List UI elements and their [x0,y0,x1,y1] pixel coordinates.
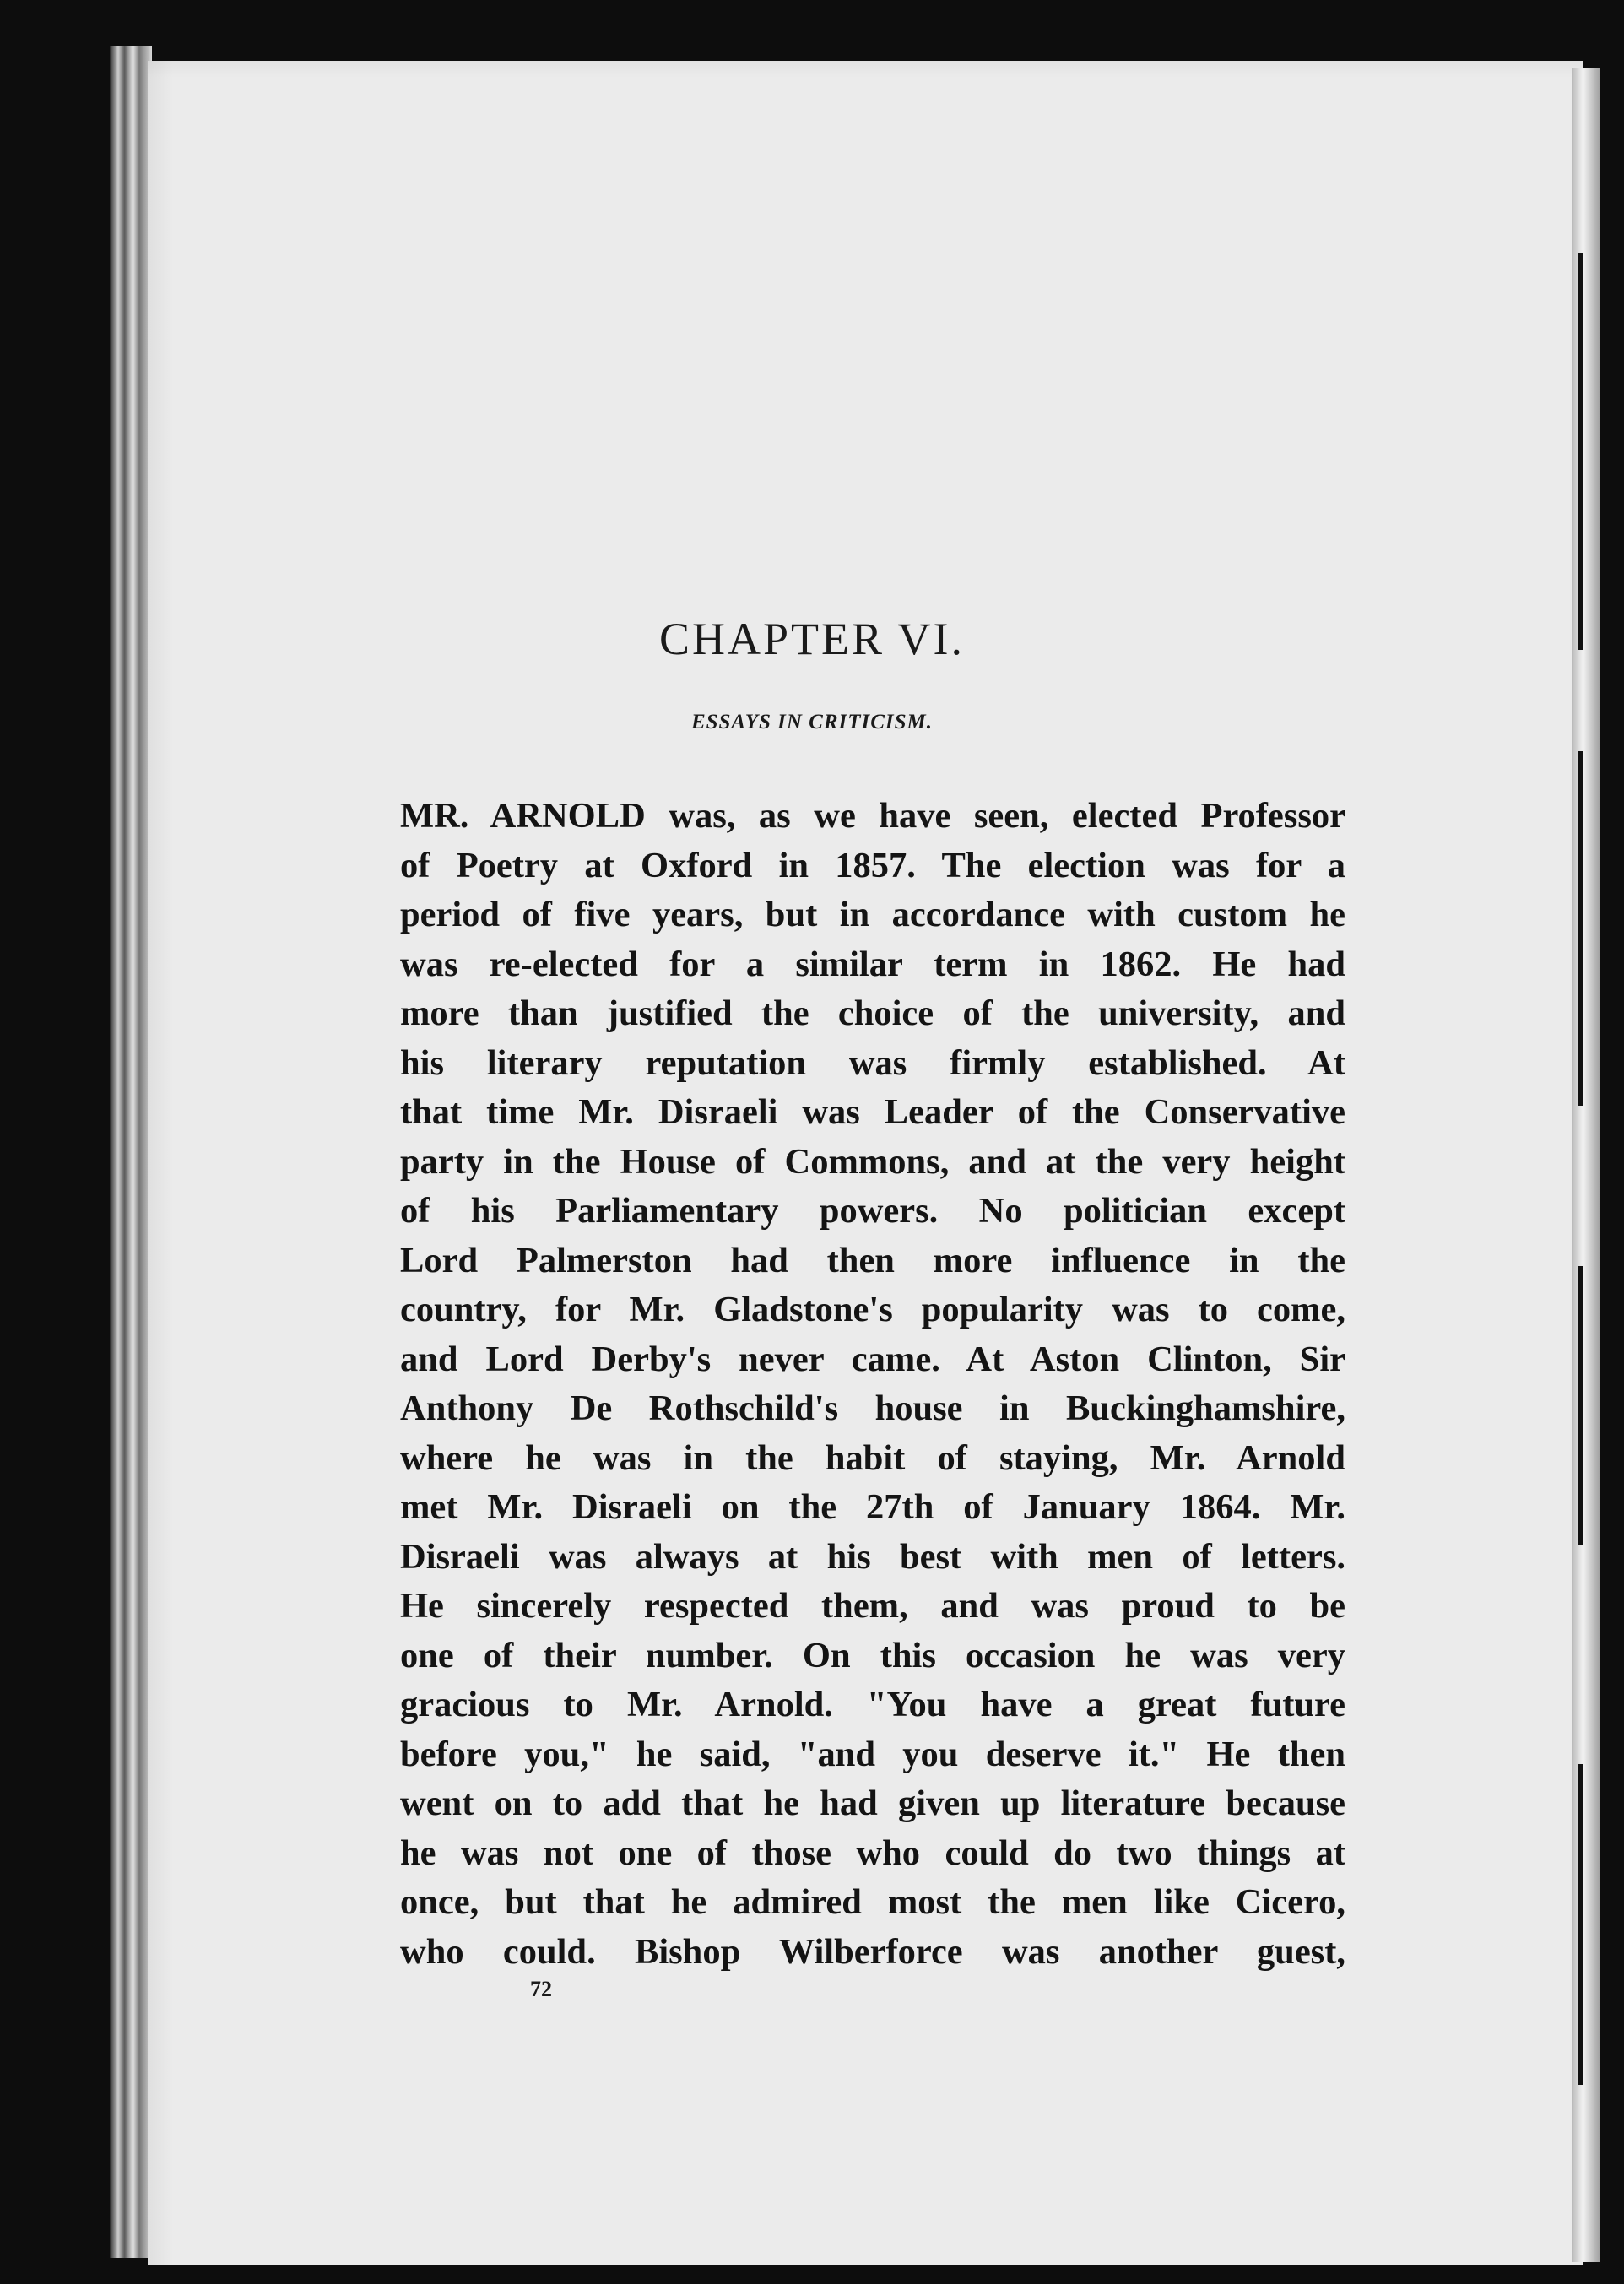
text-line: met Mr. Disraeli on the 27th of January 1864. Mr. [400,1487,1345,1527]
text-line: period of five years, but in accordance with custom he [400,895,1345,934]
page-right-edge [1572,68,1600,2262]
page-edge-mark [1578,1764,1583,2085]
text-line: Disraeli was always at his best with men of letters. [400,1536,1345,1577]
text-line: party in the House of Commons, and at the very height [400,1141,1345,1182]
chapter-heading: CHAPTER VI. [658,614,966,664]
book-binding-gutter [110,46,152,2258]
text-line: went on to add that he had given up literature because [400,1783,1345,1823]
text-line: Anthony De Rothschild's house in Buckinghamshire, [400,1388,1345,1428]
text-line: country, for Mr. Gladstone's popularity was to come, [400,1290,1345,1329]
text-line: who could. Bishop Wilberforce was another guest, [400,1931,1345,1972]
text-line: that time Mr. Disraeli was Leader of the Conservative [400,1092,1345,1132]
text-line: before you," he said, "and you deserve it." He then [400,1734,1345,1774]
text-line: he was not one of those who could do two things at [400,1832,1345,1873]
text-line: He sincerely respected them, and was proud to be [400,1586,1345,1626]
body-text [400,792,1345,1977]
text-line: where he was in the habit of staying, Mr. Arnold [400,1437,1345,1478]
text-line: was re-elected for a similar term in 1862. He had [400,944,1345,984]
text-line: MR. ARNOLD was, as we have seen, elected Professor [400,796,1345,836]
page-number: 72 [530,1977,552,2001]
page-edge-mark [1578,1266,1583,1545]
text-line: and Lord Derby's never came. At Aston Clinton, Sir [400,1339,1345,1379]
text-line: his literary reputation was firmly established. At [400,1042,1345,1083]
text-line: of Poetry at Oxford in 1857. The election was for a [400,845,1345,885]
text-line: of his Parliamentary powers. No politician except [400,1191,1345,1231]
text-line: more than justified the choice of the university, and [400,993,1345,1033]
text-line: once, but that he admired most the men like Cicero, [400,1882,1345,1922]
text-line: gracious to Mr. Arnold. "You have a great future [400,1685,1345,1724]
text-line: Lord Palmerston had then more influence in the [400,1240,1345,1280]
page-edge-mark [1578,253,1583,650]
text-line: one of their number. On this occasion he was very [400,1635,1345,1675]
chapter-subtitle: ESSAYS IN CRITICISM. [690,711,934,733]
page-edge-mark [1578,751,1583,1106]
